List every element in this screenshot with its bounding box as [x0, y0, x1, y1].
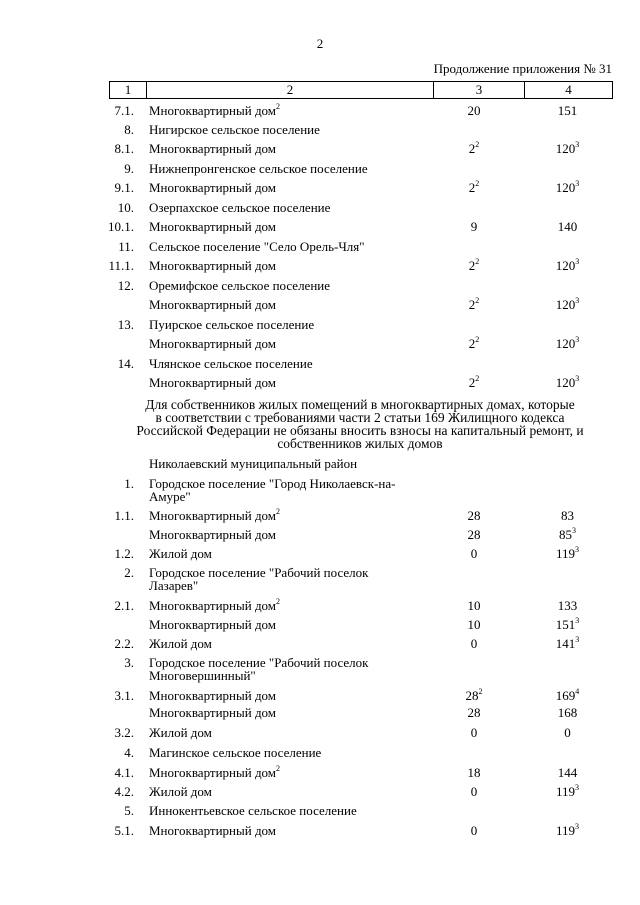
row-col-4-text: 119 [555, 784, 576, 799]
row-col-3-text: 2 [468, 336, 476, 351]
row-col-3 [430, 104, 518, 118]
row-col-3-text: 2 [468, 258, 476, 273]
paragraph-line: собственников жилых домов [277, 436, 443, 451]
row-col-3-superscript: 2 [475, 179, 480, 188]
row-name-text: Пуирское сельское поселение [149, 317, 315, 332]
row-name-text: Многоквартирный дом [149, 219, 277, 234]
row-name [149, 318, 439, 332]
row-number [104, 656, 134, 670]
row-col-4 [520, 220, 615, 234]
row-name [149, 706, 439, 720]
row-number [104, 259, 134, 273]
row-col-4 [520, 785, 615, 799]
row-name-text: Члянское сельское поселение [149, 356, 313, 371]
row-name-text: Многоквартирный дом [149, 180, 277, 195]
row-col-3-superscript: 2 [475, 296, 480, 305]
row-number [104, 357, 134, 371]
row-col-3-text: 0 [470, 784, 478, 799]
row-name [149, 804, 439, 818]
row-col-4-superscript: 4 [575, 687, 580, 696]
row-col-4-text: 120 [555, 375, 576, 390]
row-col-3 [430, 220, 518, 234]
row-col-4-superscript: 3 [575, 635, 580, 644]
row-number-text: 11.1. [108, 258, 134, 273]
continuation-label: Продолжение приложения № 31 [433, 61, 612, 76]
row-name [149, 357, 439, 371]
row-name [149, 240, 439, 254]
row-col-4-superscript: 3 [575, 257, 580, 266]
row-col-4-superscript: 3 [575, 545, 580, 554]
row-col-4-text: 144 [557, 765, 578, 780]
row-number-text: 2.1. [114, 598, 134, 613]
row-number-text: 2.2. [114, 636, 134, 651]
row-col-4-text: 168 [557, 705, 578, 720]
row-number-text: 11. [118, 239, 134, 254]
row-name-text: Жилой дом [149, 784, 212, 799]
row-name [149, 547, 439, 561]
row-col-4 [520, 689, 615, 703]
row-name [149, 123, 439, 137]
row-number-text: 9. [124, 161, 134, 176]
row-name [149, 766, 439, 780]
row-col-4-text: 85 [559, 527, 572, 542]
row-col-3 [430, 785, 518, 799]
row-col-4 [520, 766, 615, 780]
row-col-4-text: 169 [555, 688, 576, 703]
row-name [149, 579, 439, 593]
row-number [104, 220, 134, 234]
row-name-text: Жилой дом [149, 636, 212, 651]
row-col-3-superscript: 2 [478, 687, 483, 696]
row-name [149, 279, 439, 293]
row-name-text: Городское поселение "Рабочий поселок [149, 565, 369, 580]
row-col-4 [520, 509, 615, 523]
row-number [104, 746, 134, 760]
row-col-4 [520, 618, 615, 632]
row-col-3 [430, 824, 518, 838]
row-name-text: Многоквартирный дом [149, 297, 277, 312]
header-col-4: 4 [525, 82, 613, 99]
row-name-text: Многоквартирный дом [149, 527, 277, 542]
row-number [104, 689, 134, 703]
row-col-4-superscript: 3 [575, 374, 580, 383]
row-number [104, 279, 134, 293]
row-col-3-text: 0 [470, 725, 478, 740]
row-col-3-text: 18 [467, 765, 481, 780]
row-col-3-text: 2 [468, 375, 476, 390]
row-number [104, 804, 134, 818]
row-col-3 [430, 337, 518, 351]
row-name-text: Городское поселение "Город Николаевск-на- [149, 476, 396, 491]
row-col-4 [520, 547, 615, 561]
row-number [104, 824, 134, 838]
row-col-4-text: 120 [555, 297, 576, 312]
row-name [149, 528, 439, 542]
row-col-4 [520, 706, 615, 720]
row-col-4 [520, 142, 615, 156]
row-name-superscript: 2 [276, 597, 281, 606]
row-name [149, 201, 439, 215]
row-number-text: 7.1. [114, 103, 134, 118]
row-name [149, 599, 439, 613]
row-col-3 [430, 142, 518, 156]
row-name-text: Многоквартирный дом [149, 103, 277, 118]
row-name-text: Магинское сельское поселение [149, 745, 322, 760]
row-number-text: 1.2. [114, 546, 134, 561]
row-number-text: 4.2. [114, 784, 134, 799]
row-number-text: 8. [124, 122, 134, 137]
row-name [149, 824, 439, 838]
row-number [104, 142, 134, 156]
row-number [104, 181, 134, 195]
row-col-4 [520, 528, 615, 542]
row-col-4-superscript: 3 [575, 335, 580, 344]
row-col-3 [430, 298, 518, 312]
row-col-3-text: 20 [467, 103, 481, 118]
row-col-3-text: 2 [468, 180, 476, 195]
row-name [149, 298, 439, 312]
row-name-text: Многоквартирный дом [149, 141, 277, 156]
row-name-text: Амуре" [149, 489, 191, 504]
row-col-4 [520, 104, 615, 118]
row-name-text: Оремифское сельское поселение [149, 278, 331, 293]
row-col-4 [520, 599, 615, 613]
row-name [149, 259, 439, 273]
row-col-3 [430, 637, 518, 651]
row-name [149, 376, 439, 390]
row-name [149, 689, 439, 703]
row-col-4-text: 120 [555, 141, 576, 156]
row-name [149, 457, 439, 471]
row-number [104, 240, 134, 254]
row-col-4 [520, 181, 615, 195]
page-number: 2 [316, 36, 324, 51]
row-col-3-text: 10 [467, 617, 481, 632]
row-name [149, 509, 439, 523]
row-col-3-text: 0 [470, 546, 478, 561]
row-name [149, 669, 439, 683]
row-col-3-superscript: 2 [475, 335, 480, 344]
row-col-3-text: 28 [467, 508, 481, 523]
row-col-4-text: 151 [555, 617, 576, 632]
row-name [149, 477, 439, 491]
row-col-4-superscript: 3 [575, 179, 580, 188]
row-col-4-text: 151 [557, 103, 578, 118]
row-number [104, 766, 134, 780]
row-col-4 [520, 637, 615, 651]
row-col-4-text: 120 [555, 336, 576, 351]
row-number-text: 4. [124, 745, 134, 760]
row-col-3 [430, 547, 518, 561]
row-col-4-text: 133 [557, 598, 578, 613]
section-paragraph [110, 398, 610, 450]
row-number [104, 162, 134, 176]
row-col-3-text: 2 [468, 297, 476, 312]
row-col-4-superscript: 3 [572, 526, 576, 535]
row-name-text: Многоквартирный дом [149, 508, 277, 523]
header-col-3: 3 [434, 82, 525, 99]
row-name-text: Многоквартирный дом [149, 598, 277, 613]
row-number-text: 10. [117, 200, 134, 215]
row-name [149, 142, 439, 156]
row-name-text: Нижнепронгенское сельское поселение [149, 161, 368, 176]
header-col-1: 1 [110, 82, 147, 99]
row-name-text: Многоквартирный дом [149, 823, 277, 838]
row-name [149, 220, 439, 234]
row-col-3 [430, 528, 518, 542]
row-col-4-text: 119 [555, 546, 576, 561]
row-col-4-superscript: 3 [575, 616, 580, 625]
row-col-4-superscript: 3 [575, 822, 580, 831]
row-name [149, 337, 439, 351]
row-number-text: 5.1. [114, 823, 134, 838]
row-col-3-superscript: 2 [475, 257, 480, 266]
row-name-text: Многоквартирный дом [149, 336, 277, 351]
row-name-text: Многоквартирный дом [149, 617, 277, 632]
row-col-4-text: 83 [561, 508, 574, 523]
row-col-4-superscript: 3 [575, 140, 580, 149]
row-name-text: Многоквартирный дом [149, 688, 277, 703]
row-col-3-text: 10 [467, 598, 481, 613]
row-number [104, 637, 134, 651]
header-col-2: 2 [147, 82, 434, 99]
row-name-superscript: 2 [276, 507, 281, 516]
row-name [149, 181, 439, 195]
row-number-text: 9.1. [114, 180, 134, 195]
row-name-text: Нигирское сельское поселение [149, 122, 320, 137]
row-name [149, 637, 439, 651]
row-col-3-text: 28 [467, 705, 481, 720]
paragraph-line: Российской Федерации не обязаны вносить взносы на капитальный ремонт, и [136, 423, 584, 438]
row-number [104, 547, 134, 561]
row-name-text: Многоквартирный дом [149, 705, 277, 720]
row-number-text: 8.1. [114, 141, 134, 156]
row-col-4 [520, 376, 615, 390]
row-name-superscript: 2 [276, 764, 281, 773]
row-number [104, 104, 134, 118]
row-name [149, 618, 439, 632]
row-number [104, 566, 134, 580]
row-col-4-text: 119 [555, 823, 576, 838]
row-number-text: 2. [124, 565, 134, 580]
row-name [149, 162, 439, 176]
row-col-4-text: 140 [557, 219, 578, 234]
row-number [104, 318, 134, 332]
row-col-4-text: 141 [555, 636, 576, 651]
row-number [104, 123, 134, 137]
row-name-text: Сельское поселение "Село Орель-Чля" [149, 239, 365, 254]
row-name-text: Иннокентьевское сельское поселение [149, 803, 357, 818]
row-number-text: 13. [117, 317, 134, 332]
row-number-text: 3.1. [114, 688, 134, 703]
row-name [149, 785, 439, 799]
row-name-text: Озерпахское сельское поселение [149, 200, 331, 215]
row-col-3-text: 9 [470, 219, 478, 234]
row-number [104, 785, 134, 799]
row-col-4-superscript: 3 [575, 783, 580, 792]
row-name-text: Лазарев" [149, 578, 199, 593]
row-col-3 [430, 259, 518, 273]
row-number-text: 3. [124, 655, 134, 670]
row-col-3 [430, 706, 518, 720]
row-name-text: Жилой дом [149, 546, 212, 561]
row-name-text: Николаевский муниципальный район [149, 456, 358, 471]
row-name [149, 104, 439, 118]
paragraph-line: Для собственников жилых помещений в многоквартирных домах, которые [145, 397, 575, 412]
row-col-3-text: 0 [470, 823, 478, 838]
row-col-3 [430, 376, 518, 390]
row-number [104, 726, 134, 740]
row-name-text: Городское поселение "Рабочий поселок [149, 655, 369, 670]
row-col-4 [520, 259, 615, 273]
row-number-text: 10.1. [108, 219, 134, 234]
row-number [104, 509, 134, 523]
row-col-3-text: 0 [470, 636, 478, 651]
row-name-text: Жилой дом [149, 725, 212, 740]
row-name-text: Многоквартирный дом [149, 765, 277, 780]
row-col-3 [430, 726, 518, 740]
row-name-superscript: 2 [276, 102, 281, 111]
row-number [104, 477, 134, 491]
row-col-3 [430, 599, 518, 613]
row-number-text: 1. [124, 476, 134, 491]
row-col-4 [520, 824, 615, 838]
row-col-4 [520, 726, 615, 740]
row-col-4-text: 120 [555, 258, 576, 273]
row-name-text: Многоквартирный дом [149, 375, 277, 390]
row-col-3-text: 28 [465, 688, 479, 703]
row-name-text: Многовершинный" [149, 668, 256, 683]
row-col-3 [430, 689, 518, 703]
row-col-3-text: 28 [467, 527, 481, 542]
row-col-4-text: 120 [555, 180, 576, 195]
row-name [149, 726, 439, 740]
row-col-3-superscript: 2 [475, 374, 480, 383]
row-name [149, 746, 439, 760]
row-name [149, 490, 439, 504]
row-col-4 [520, 298, 615, 312]
paragraph-line: в соответствии с требованиями части 2 статьи 169 Жилищного кодекса [155, 410, 565, 425]
row-number-text: 5. [124, 803, 134, 818]
row-number-text: 4.1. [114, 765, 134, 780]
row-number-text: 1.1. [114, 508, 134, 523]
row-col-3 [430, 509, 518, 523]
row-col-4-superscript: 3 [575, 296, 580, 305]
row-col-3-text: 2 [468, 141, 476, 156]
row-number-text: 3.2. [114, 725, 134, 740]
row-number [104, 201, 134, 215]
row-col-3-superscript: 2 [475, 140, 480, 149]
row-col-3 [430, 618, 518, 632]
row-col-4 [520, 337, 615, 351]
row-col-3 [430, 766, 518, 780]
row-number-text: 12. [117, 278, 134, 293]
row-number-text: 14. [117, 356, 134, 371]
row-col-4-text: 0 [564, 725, 571, 740]
row-number [104, 599, 134, 613]
row-col-3 [430, 181, 518, 195]
row-name-text: Многоквартирный дом [149, 258, 277, 273]
